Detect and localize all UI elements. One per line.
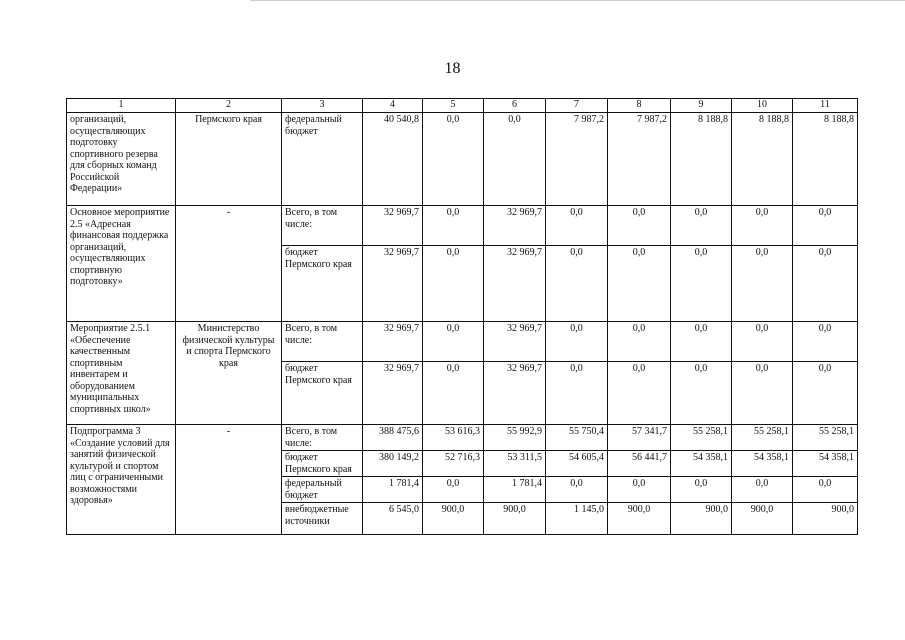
page-number: 18 [444,60,461,77]
value-cell: 6 545,0 [363,503,423,535]
header-cell: 7 [546,99,608,113]
header-row [67,99,858,113]
value-cell: 0,0 [732,322,793,362]
responsible-executor: Пермского края [176,113,282,206]
header-cell: 4 [363,99,423,113]
value-cell: 55 992,9 [484,425,546,451]
activity-name: Основное мероприятие 2.5 «Адресная финансовая поддержка организаций, осуществляющих спортивную подготовку» [67,206,176,322]
table-row [67,425,858,451]
value-cell: 32 969,7 [484,206,546,246]
value-cell: 0,0 [793,362,858,425]
value-cell: 0,0 [423,322,484,362]
value-cell: 32 969,7 [363,246,423,322]
value-cell: 0,0 [546,322,608,362]
table-row [67,206,858,246]
value-cell: 52 716,3 [423,451,484,477]
value-cell: 0,0 [671,322,732,362]
value-cell: 1 781,4 [484,477,546,503]
header-cell: 5 [423,99,484,113]
value-cell: 32 969,7 [363,362,423,425]
header-cell: 6 [484,99,546,113]
value-cell: 380 149,2 [363,451,423,477]
header-cell: 3 [282,99,363,113]
value-cell: 57 341,7 [608,425,671,451]
table-row [67,322,858,362]
value-cell: 55 258,1 [793,425,858,451]
value-cell: 0,0 [671,206,732,246]
value-cell: 0,0 [732,362,793,425]
value-cell: 32 969,7 [484,362,546,425]
value-cell: 0,0 [671,362,732,425]
funding-source: федеральный бюджет [282,113,363,206]
value-cell: 0,0 [671,246,732,322]
value-cell: 8 188,8 [671,113,732,206]
budget-table [66,98,858,535]
funding-source: Всего, в том числе: [282,206,363,246]
responsible-executor: Министерство физической культуры и спорта Пермского края [176,322,282,425]
value-cell: 0,0 [423,113,484,206]
header-cell: 11 [793,99,858,113]
header-cell: 10 [732,99,793,113]
value-cell: 0,0 [732,246,793,322]
value-cell: 1 781,4 [363,477,423,503]
value-cell: 0,0 [608,477,671,503]
header-cell: 1 [67,99,176,113]
value-cell: 7 987,2 [546,113,608,206]
value-cell: 0,0 [423,246,484,322]
activity-name: организаций, осуществляющих подготовку спортивного резерва для сборных команд Российской Федерации» [67,113,176,206]
funding-source: Всего, в том числе: [282,322,363,362]
value-cell: 0,0 [793,477,858,503]
value-cell: 900,0 [484,503,546,535]
value-cell: 55 750,4 [546,425,608,451]
value-cell: 0,0 [423,362,484,425]
value-cell: 7 987,2 [608,113,671,206]
funding-source: федеральный бюджет [282,477,363,503]
activity-name: Подпрограмма 3 «Создание условий для занятий физической культурой и спортом лиц с ограниченными возможностями здоровья» [67,425,176,535]
value-cell: 54 605,4 [546,451,608,477]
value-cell: 388 475,6 [363,425,423,451]
value-cell: 32 969,7 [363,322,423,362]
value-cell: 0,0 [546,477,608,503]
value-cell: 54 358,1 [732,451,793,477]
header-cell: 8 [608,99,671,113]
funding-source: бюджет Пермского края [282,451,363,477]
value-cell: 0,0 [423,477,484,503]
value-cell: 900,0 [793,503,858,535]
value-cell: 32 969,7 [484,322,546,362]
value-cell: 55 258,1 [732,425,793,451]
value-cell: 0,0 [608,206,671,246]
table-row [67,113,858,206]
value-cell: 32 969,7 [484,246,546,322]
value-cell: 0,0 [546,246,608,322]
top-rule [250,0,905,1]
responsible-executor: - [176,425,282,535]
funding-source: бюджет Пермского края [282,246,363,322]
value-cell: 0,0 [423,206,484,246]
value-cell: 0,0 [546,362,608,425]
funding-source: внебюджетные источники [282,503,363,535]
value-cell: 0,0 [732,206,793,246]
value-cell: 55 258,1 [671,425,732,451]
funding-source: бюджет Пермского края [282,362,363,425]
value-cell: 900,0 [423,503,484,535]
value-cell: 56 441,7 [608,451,671,477]
responsible-executor: - [176,206,282,322]
value-cell: 0,0 [671,477,732,503]
value-cell: 8 188,8 [732,113,793,206]
value-cell: 0,0 [608,322,671,362]
header-cell: 2 [176,99,282,113]
value-cell: 54 358,1 [793,451,858,477]
value-cell: 8 188,8 [793,113,858,206]
value-cell: 0,0 [732,477,793,503]
value-cell: 1 145,0 [546,503,608,535]
funding-source: Всего, в том числе: [282,425,363,451]
value-cell: 0,0 [546,206,608,246]
value-cell: 0,0 [608,362,671,425]
value-cell: 54 358,1 [671,451,732,477]
value-cell: 900,0 [608,503,671,535]
activity-name: Мероприятие 2.5.1 «Обеспечение качественным спортивным инвентарем и оборудованием муниципальных спортивных школ» [67,322,176,425]
value-cell: 53 311,5 [484,451,546,477]
value-cell: 0,0 [793,246,858,322]
value-cell: 0,0 [484,113,546,206]
value-cell: 900,0 [671,503,732,535]
value-cell: 0,0 [608,246,671,322]
value-cell: 40 540,8 [363,113,423,206]
value-cell: 53 616,3 [423,425,484,451]
header-cell: 9 [671,99,732,113]
value-cell: 900,0 [732,503,793,535]
value-cell: 0,0 [793,322,858,362]
value-cell: 0,0 [793,206,858,246]
value-cell: 32 969,7 [363,206,423,246]
